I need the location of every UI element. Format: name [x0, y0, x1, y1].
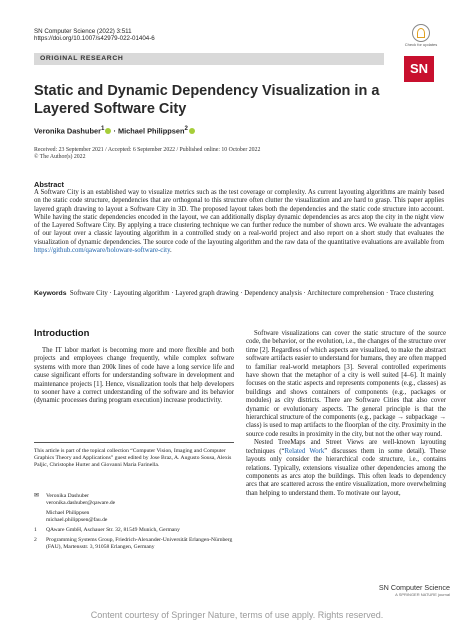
- affiliation-text: Programming Systems Group, Friedrich-Alexander-Universität Erlangen-Nürnberg (FAU), Martensstr. 3, 91058 Erlangen, Germany: [46, 537, 233, 550]
- affiliation-marker: 1: [100, 125, 105, 132]
- history-dates: Received: 23 September 2021 / Accepted: 6 September 2022 / Published online: 10 October 2022: [34, 147, 261, 153]
- contact-email[interactable]: michael.philippsen@fau.de: [46, 517, 108, 523]
- author-list: [34, 125, 195, 135]
- contact-email[interactable]: veronika.dashuber@qaware.de: [46, 500, 116, 506]
- abstract-text: [34, 189, 444, 255]
- author-name[interactable]: Veronika Dashuber: [34, 126, 101, 136]
- affiliation-marker: 2: [184, 125, 188, 132]
- affiliation-number: 1: [34, 527, 37, 533]
- keywords-label: Keywords: [34, 290, 67, 297]
- keywords-list: Software City · Layouting algorithm · Layered graph drawing · Dependency analysis · Architecture comprehension · Trace clustering: [69, 290, 434, 297]
- topical-collection-footnote: This article is part of the topical collection “Computer Vision, Imaging and Computer Graphics Theory and Applications” guest edited by Jose Braz, A. Augusto Sousa, Alexis Paljic, Christophe Hurter and Giovanni Maria Farinella.: [34, 448, 232, 468]
- affiliation-text: QAware GmbH, Aschauer Str. 32, 81549 Munich, Germany: [46, 527, 180, 533]
- copyright-line: © The Author(s) 2022: [34, 154, 86, 161]
- sn-logo: SN: [404, 56, 434, 82]
- source-code-link[interactable]: https://github.com/qaware/holoware-software-city: [34, 247, 171, 255]
- related-work-link[interactable]: Related Work: [284, 447, 325, 455]
- courtesy-notice: Content courtesy of Springer Nature, terms of use apply. Rights reserved.: [90, 610, 384, 620]
- paragraph-text: Nested TreeMaps and Street Views are well-known layouting techniques (“: [246, 439, 446, 455]
- author-name[interactable]: Michael Philippsen: [117, 126, 185, 136]
- introduction-heading: Introduction: [34, 328, 90, 339]
- paragraph: The IT labor market is becoming more and more flexible and both projects and employees change frequently, while complex software systems with more than 200k lines of code have a long service life and cause significant efforts for understanding software in development and maintenance projects [1]. Hence, visualization tools that help developers to sooner have a correct understanding of the software and its behavior (dynamic processes during program execution) increase productivity.: [34, 347, 234, 405]
- journal-footer: [370, 583, 450, 597]
- contact-name: Veronika Dashuber: [46, 493, 90, 499]
- affiliation: [34, 537, 234, 551]
- introduction-left-column: [34, 347, 234, 406]
- journal-issue: SN Computer Science (2022) 3:511: [34, 28, 132, 35]
- check-for-updates-badge[interactable]: [404, 24, 438, 58]
- doi-link[interactable]: https://doi.org/10.1007/s42979-022-01404-6: [34, 35, 155, 43]
- author-separator: ·: [111, 126, 118, 136]
- journal-citation: [34, 28, 155, 43]
- paper-title: Static and Dynamic Dependency Visualization in a Layered Software City: [34, 83, 380, 117]
- check-updates-label: Check for updates: [404, 42, 438, 47]
- contact-entry: [34, 493, 234, 524]
- section-label: ORIGINAL RESEARCH: [34, 53, 384, 65]
- footnote-divider: [34, 442, 234, 443]
- abstract-end: .: [170, 247, 172, 255]
- paragraph: [246, 439, 446, 498]
- keywords: [34, 290, 444, 298]
- publication-dates: [34, 147, 260, 162]
- orcid-icon[interactable]: [189, 128, 195, 134]
- journal-name: SN Computer Science: [378, 583, 450, 592]
- paragraph: Software visualizations can cover the static structure of the source code, the behavior, or the evolution, i.e., the changes of the structure over time [2]. Regardless of which aspects are visualized, to make the abstract software artifacts easier to understand for humans, they are often mapped to familiar real-world metaphors [3]. Several controlled experiments have shown that the metaphor of a city is well suited [4–6]. It mainly focuses on the static aspects and represents components (e.g., classes) as buildings and shows containers of components (e.g., packages or modules) as city districts. There are Software Cities that also cover dynamic or evolutionary aspects. The general principle is that the hierarchical structure of the components (e.g., package → subpackage → class) is used to map artifacts to the floorplan of the city. Proximity in the source code results in proximity in the city, but not the other way round.: [246, 330, 446, 438]
- abstract-body-text: A Software City is an established way to visualize metrics such as the test coverage or complexity. As current layouting algorithms are mainly based on the static code structure, dependencies that are orthogonal to this structure often clutter the visualization and are hard to grasp. This paper applies layered graph drawing to layout a Software City in 3D. The proposed layout takes both the dependencies and the static code structure into account. While having the static dependencies encoded in the layout, we can additionally display dynamic dependencies as arcs atop the city in the night view of the Layered Software City. By applying a trace clustering technique we can further reduce the number of shown arcs. We evaluate the advantages of our layout over a classic layouting algorithm in a controlled study on a real-world project and also report on a short study that evaluates the visualization of dynamic dependencies. The source code of the layouting algorithm and the raw data of the quantitative evaluations are available from: [34, 189, 444, 246]
- author-contacts: [34, 493, 234, 554]
- crossmark-icon: [412, 24, 430, 42]
- publisher-mark: A SPRINGER NATURE journal: [395, 592, 450, 597]
- abstract-heading: Abstract: [34, 180, 64, 189]
- envelope-icon: ✉: [34, 493, 40, 499]
- affiliation: [34, 527, 234, 534]
- contact-name: Michael Philippsen: [46, 510, 90, 516]
- paragraph-text: ” discusses them in some detail). These layouts only consider the hierarchical code structure, i.e., contains relations. Typically, extensions visualize other dependencies among the components as arcs atop the buildings. This often leads to dependency arcs that are scattered across the entire visualization, more overwhelming than helping to understand them. To motivate our layout,: [246, 447, 447, 497]
- affiliation-number: 2: [34, 537, 37, 543]
- introduction-right-column: [246, 330, 446, 498]
